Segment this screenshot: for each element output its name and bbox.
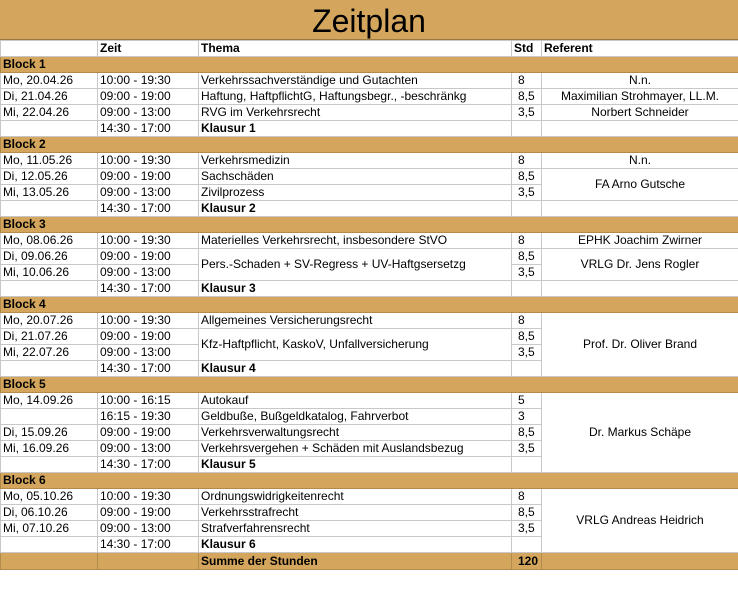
summe-value: 120 xyxy=(512,553,542,570)
zeit-cell: 09:00 - 13:00 xyxy=(98,185,199,201)
std-cell xyxy=(512,361,542,377)
block-header xyxy=(1,57,738,73)
table-row xyxy=(1,105,738,121)
thema-cell: Haftung, HaftpflichtG, Haftungsbegr., -beschränkg xyxy=(199,89,512,105)
datum-cell: Mi, 13.05.26 xyxy=(1,185,98,201)
datum-cell xyxy=(1,537,98,553)
datum-cell: Di, 15.09.26 xyxy=(1,425,98,441)
zeit-cell: 09:00 - 19:00 xyxy=(98,329,199,345)
zeit-cell: 14:30 - 17:00 xyxy=(98,201,199,217)
referent-cell: Norbert Schneider xyxy=(542,105,738,121)
datum-cell: Di, 06.10.26 xyxy=(1,505,98,521)
datum-cell: Mo, 20.04.26 xyxy=(1,73,98,89)
referent-cell xyxy=(542,201,738,217)
thema-cell: Geldbuße, Bußgeldkatalog, Fahrverbot xyxy=(199,409,512,425)
datum-cell: Mo, 05.10.26 xyxy=(1,489,98,505)
thema-cell: Verkehrsstrafrecht xyxy=(199,505,512,521)
thema-cell: Autokauf xyxy=(199,393,512,409)
std-cell xyxy=(512,121,542,137)
thema-cell: Verkehrsvergehen + Schäden mit Auslandsbezug xyxy=(199,441,512,457)
klausur-row xyxy=(1,201,738,217)
referent-cell: VRLG Dr. Jens Rogler xyxy=(542,249,738,281)
block-header xyxy=(1,473,738,489)
table-row xyxy=(1,169,738,185)
table-row xyxy=(1,249,738,265)
table-row xyxy=(1,89,738,105)
zeit-cell: 10:00 - 19:30 xyxy=(98,489,199,505)
datum-cell: Di, 21.07.26 xyxy=(1,329,98,345)
thema-cell: Sachschäden xyxy=(199,169,512,185)
zeit-cell xyxy=(98,553,199,570)
klausur-label: Klausur 1 xyxy=(199,121,512,137)
header-zeit: Zeit xyxy=(98,41,199,57)
datum-cell: Mi, 22.04.26 xyxy=(1,105,98,121)
thema-cell: Pers.-Schaden + SV-Regress + UV-Haftgsersetzg xyxy=(199,249,512,281)
block-label: Block 4 xyxy=(1,297,738,313)
std-cell: 8,5 xyxy=(512,505,542,521)
datum-cell: Di, 12.05.26 xyxy=(1,169,98,185)
std-cell xyxy=(512,457,542,473)
std-cell: 8 xyxy=(512,233,542,249)
zeit-cell: 10:00 - 19:30 xyxy=(98,233,199,249)
klausur-label: Klausur 6 xyxy=(199,537,512,553)
datum-cell: Di, 21.04.26 xyxy=(1,89,98,105)
datum-cell xyxy=(1,553,98,570)
block-label: Block 3 xyxy=(1,217,738,233)
datum-cell xyxy=(1,281,98,297)
klausur-row xyxy=(1,121,738,137)
zeit-cell: 14:30 - 17:00 xyxy=(98,537,199,553)
zeit-cell: 09:00 - 19:00 xyxy=(98,249,199,265)
std-cell: 3,5 xyxy=(512,265,542,281)
zeit-cell: 10:00 - 19:30 xyxy=(98,313,199,329)
thema-cell: Strafverfahrensrecht xyxy=(199,521,512,537)
zeit-cell: 14:30 - 17:00 xyxy=(98,457,199,473)
header-row xyxy=(1,41,738,57)
header-datum xyxy=(1,41,98,57)
thema-cell: Verkehrsverwaltungsrecht xyxy=(199,425,512,441)
zeit-cell: 09:00 - 13:00 xyxy=(98,441,199,457)
zeit-cell: 09:00 - 13:00 xyxy=(98,105,199,121)
summe-row xyxy=(1,553,738,570)
block-header xyxy=(1,217,738,233)
datum-cell xyxy=(1,201,98,217)
referent-cell: Dr. Markus Schäpe xyxy=(542,393,738,473)
summe-label: Summe der Stunden xyxy=(199,553,512,570)
block-header xyxy=(1,297,738,313)
thema-cell: Kfz-Haftpflicht, KaskoV, Unfallversicherung xyxy=(199,329,512,361)
header-thema: Thema xyxy=(199,41,512,57)
referent-cell xyxy=(542,553,738,570)
zeit-cell: 14:30 - 17:00 xyxy=(98,281,199,297)
thema-cell: Allgemeines Versicherungsrecht xyxy=(199,313,512,329)
referent-cell: VRLG Andreas Heidrich xyxy=(542,489,738,553)
datum-cell: Di, 09.06.26 xyxy=(1,249,98,265)
thema-cell: Ordnungswidrigkeitenrecht xyxy=(199,489,512,505)
referent-cell: Maximilian Strohmayer, LL.M. xyxy=(542,89,738,105)
datum-cell xyxy=(1,121,98,137)
page-title: Zeitplan xyxy=(0,0,738,40)
referent-cell: FA Arno Gutsche xyxy=(542,169,738,201)
std-cell: 8,5 xyxy=(512,169,542,185)
std-cell: 3,5 xyxy=(512,345,542,361)
std-cell: 8,5 xyxy=(512,89,542,105)
block-header xyxy=(1,137,738,153)
thema-cell: Materielles Verkehrsrecht, insbesondere StVO xyxy=(199,233,512,249)
block-label: Block 5 xyxy=(1,377,738,393)
datum-cell: Mo, 11.05.26 xyxy=(1,153,98,169)
datum-cell: Mi, 16.09.26 xyxy=(1,441,98,457)
klausur-row xyxy=(1,281,738,297)
datum-cell xyxy=(1,361,98,377)
klausur-label: Klausur 4 xyxy=(199,361,512,377)
referent-cell: Prof. Dr. Oliver Brand xyxy=(542,313,738,377)
std-cell: 8 xyxy=(512,313,542,329)
block-label: Block 1 xyxy=(1,57,738,73)
datum-cell: Mi, 22.07.26 xyxy=(1,345,98,361)
std-cell: 8,5 xyxy=(512,425,542,441)
zeit-cell: 09:00 - 19:00 xyxy=(98,425,199,441)
datum-cell: Mo, 20.07.26 xyxy=(1,313,98,329)
zeit-cell: 10:00 - 16:15 xyxy=(98,393,199,409)
klausur-label: Klausur 5 xyxy=(199,457,512,473)
std-cell: 3,5 xyxy=(512,185,542,201)
referent-cell: N.n. xyxy=(542,73,738,89)
referent-cell: EPHK Joachim Zwirner xyxy=(542,233,738,249)
zeit-cell: 09:00 - 13:00 xyxy=(98,265,199,281)
block-header xyxy=(1,377,738,393)
table-row xyxy=(1,393,738,409)
table-row xyxy=(1,73,738,89)
zeit-cell: 09:00 - 19:00 xyxy=(98,89,199,105)
std-cell: 3,5 xyxy=(512,521,542,537)
klausur-label: Klausur 3 xyxy=(199,281,512,297)
schedule-table xyxy=(0,40,738,570)
std-cell: 8,5 xyxy=(512,249,542,265)
klausur-label: Klausur 2 xyxy=(199,201,512,217)
datum-cell: Mi, 10.06.26 xyxy=(1,265,98,281)
table-row xyxy=(1,153,738,169)
datum-cell xyxy=(1,409,98,425)
thema-cell: Zivilprozess xyxy=(199,185,512,201)
zeit-cell: 09:00 - 19:00 xyxy=(98,505,199,521)
thema-cell: Verkehrsmedizin xyxy=(199,153,512,169)
thema-cell: Verkehrssachverständige und Gutachten xyxy=(199,73,512,89)
block-label: Block 2 xyxy=(1,137,738,153)
zeit-cell: 10:00 - 19:30 xyxy=(98,73,199,89)
std-cell xyxy=(512,201,542,217)
std-cell: 3,5 xyxy=(512,441,542,457)
block-label: Block 6 xyxy=(1,473,738,489)
table-row xyxy=(1,313,738,329)
zeit-cell: 09:00 - 13:00 xyxy=(98,345,199,361)
std-cell: 8 xyxy=(512,489,542,505)
std-cell: 8,5 xyxy=(512,329,542,345)
referent-cell: N.n. xyxy=(542,153,738,169)
zeit-cell: 10:00 - 19:30 xyxy=(98,153,199,169)
header-std: Std xyxy=(512,41,542,57)
std-cell: 3 xyxy=(512,409,542,425)
std-cell xyxy=(512,281,542,297)
header-referent: Referent xyxy=(542,41,738,57)
thema-cell: RVG im Verkehrsrecht xyxy=(199,105,512,121)
zeit-cell: 16:15 - 19:30 xyxy=(98,409,199,425)
std-cell: 8 xyxy=(512,73,542,89)
datum-cell: Mo, 14.09.26 xyxy=(1,393,98,409)
std-cell xyxy=(512,537,542,553)
table-row xyxy=(1,233,738,249)
referent-cell xyxy=(542,281,738,297)
zeit-cell: 14:30 - 17:00 xyxy=(98,121,199,137)
datum-cell xyxy=(1,457,98,473)
zeit-cell: 09:00 - 19:00 xyxy=(98,169,199,185)
std-cell: 5 xyxy=(512,393,542,409)
referent-cell xyxy=(542,121,738,137)
table-row xyxy=(1,489,738,505)
zeit-cell: 09:00 - 13:00 xyxy=(98,521,199,537)
std-cell: 8 xyxy=(512,153,542,169)
datum-cell: Mi, 07.10.26 xyxy=(1,521,98,537)
datum-cell: Mo, 08.06.26 xyxy=(1,233,98,249)
zeit-cell: 14:30 - 17:00 xyxy=(98,361,199,377)
std-cell: 3,5 xyxy=(512,105,542,121)
